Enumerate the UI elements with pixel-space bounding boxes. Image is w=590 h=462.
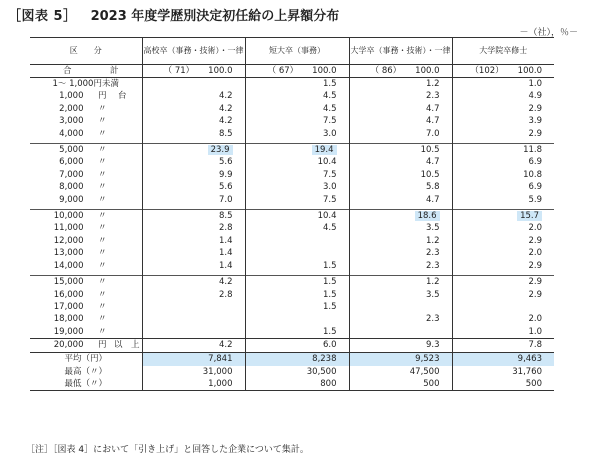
value-cell — [349, 181, 452, 193]
figure-number: ［図表 5］ — [8, 8, 77, 24]
row-label — [30, 326, 142, 339]
table-row — [30, 222, 554, 234]
row-label — [30, 301, 142, 313]
value: 4.7 — [425, 194, 440, 205]
value: 3.5 — [425, 223, 440, 234]
header-university: 大学卒（事務・技術）・一律 — [349, 38, 452, 65]
over-value: 4.2 — [142, 339, 245, 353]
value-cell — [349, 235, 452, 247]
value-cell — [142, 90, 245, 102]
range-amount: 10,000 — [53, 211, 84, 222]
value-cell — [452, 210, 554, 223]
value-cell — [245, 276, 349, 289]
row-label: 1～ 1,000円未満 — [52, 79, 119, 89]
value-cell — [142, 115, 245, 127]
over-row — [30, 339, 554, 353]
table-row — [30, 90, 554, 102]
value-cell — [452, 326, 554, 339]
value-cell — [349, 115, 452, 127]
range-amount: 1,000 — [59, 91, 84, 102]
total-label-b: 計 — [110, 66, 119, 76]
range-amount: 19,000 — [53, 326, 84, 337]
value: 8.5 — [218, 128, 233, 139]
value: 10.5 — [420, 145, 440, 156]
value-cell — [452, 128, 554, 140]
range-mark: 〃 — [98, 277, 107, 288]
total-cell — [452, 65, 554, 78]
value-cell — [142, 301, 245, 313]
value: 2.8 — [218, 289, 233, 300]
value: 4.7 — [425, 116, 440, 127]
value: 4.2 — [218, 116, 233, 127]
value-cell — [142, 247, 245, 259]
row-label — [30, 169, 142, 181]
value-cell — [245, 103, 349, 115]
range-amount: 12,000 — [53, 235, 84, 246]
value: 5.6 — [218, 157, 233, 168]
value-cell — [349, 222, 452, 234]
value-cell — [245, 235, 349, 247]
value: 4.7 — [425, 103, 440, 114]
range-mark: 〃 — [98, 235, 107, 246]
value: 2.9 — [528, 235, 542, 246]
value: 7.0 — [425, 128, 440, 139]
range-tail: 台 — [118, 91, 127, 102]
table-row — [30, 301, 554, 313]
value-cell — [349, 289, 452, 301]
value-cell — [349, 144, 452, 157]
range-mark: 〃 — [98, 301, 107, 312]
range-amount: 15,000 — [53, 277, 84, 288]
row-label — [30, 222, 142, 234]
row-label — [30, 289, 142, 301]
row-label — [30, 247, 142, 259]
value: 1.5 — [322, 301, 337, 312]
table-row — [30, 326, 554, 339]
range-amount: 11,000 — [53, 223, 84, 234]
value-cell — [142, 156, 245, 168]
value: 7.0 — [218, 194, 233, 205]
value-cell — [452, 90, 554, 102]
value: 4.5 — [322, 223, 337, 234]
value: 2.9 — [528, 260, 542, 271]
total-label — [30, 65, 142, 78]
value: 1.4 — [218, 260, 233, 271]
value: 4.2 — [218, 277, 233, 288]
header-row — [30, 38, 554, 65]
value-cell — [452, 115, 554, 127]
stat-value: 1,000 — [142, 378, 245, 391]
value: 3.0 — [322, 128, 337, 139]
table-row — [30, 247, 554, 259]
range-amount: 8,000 — [59, 182, 84, 193]
stat-label: 最高（〃） — [64, 366, 107, 377]
table-row — [30, 276, 554, 289]
value: 6.9 — [528, 157, 542, 168]
value: 4.2 — [218, 103, 233, 114]
value-cell — [452, 313, 554, 325]
value-cell — [142, 210, 245, 223]
stat-value: 9,463 — [452, 353, 554, 366]
over-value: 6.0 — [245, 339, 349, 353]
value-cell — [349, 326, 452, 339]
row-label — [30, 276, 142, 289]
row-label — [30, 128, 142, 140]
stat-row — [30, 353, 554, 366]
value-cell — [245, 144, 349, 157]
total-row — [30, 65, 554, 78]
total-cell — [142, 65, 245, 78]
value-cell — [349, 210, 452, 223]
row-label — [30, 313, 142, 325]
unit-label: －（社），％－ — [519, 28, 578, 38]
value: 2.3 — [425, 260, 440, 271]
value-cell — [452, 247, 554, 259]
range-mark: 〃 — [98, 260, 107, 271]
value: 1.5 — [322, 79, 337, 89]
value: 1.4 — [218, 235, 233, 246]
value-cell — [349, 313, 452, 325]
footnote: ［注］［図表 4］において「引き上げ」と回答した企業について集計。 — [26, 445, 309, 455]
value: 10.4 — [317, 211, 337, 222]
value: 3.9 — [528, 116, 542, 127]
value: 1.2 — [425, 79, 440, 89]
row-label — [30, 156, 142, 168]
value-cell — [349, 194, 452, 206]
total-value: 100.0 — [517, 66, 542, 76]
stat-value: 500 — [349, 378, 452, 391]
value: 7.5 — [322, 169, 337, 180]
range-mark: 〃 — [98, 157, 107, 168]
range-mark: 〃 — [98, 194, 107, 205]
value-cell — [452, 169, 554, 181]
row-label — [30, 210, 142, 223]
value: 2.9 — [528, 128, 542, 139]
range-amount: 6,000 — [59, 157, 84, 168]
value-cell — [245, 247, 349, 259]
value-cell — [349, 128, 452, 140]
table-row — [30, 128, 554, 140]
over-yen: 円 — [98, 340, 107, 351]
value-cell — [245, 115, 349, 127]
stat-value: 500 — [452, 378, 554, 391]
value: 1.0 — [528, 326, 542, 337]
value-cell — [245, 156, 349, 168]
stat-value: 47,500 — [349, 366, 452, 378]
value-cell — [245, 194, 349, 206]
table-row — [30, 194, 554, 206]
value: 5.9 — [528, 194, 542, 205]
value: 6.9 — [528, 182, 542, 193]
value-cell — [245, 313, 349, 325]
value-cell — [452, 156, 554, 168]
total-count: （ 86） — [370, 66, 402, 76]
value-cell — [245, 78, 349, 91]
total-count: （ 71） — [163, 66, 195, 76]
value-cell — [245, 210, 349, 223]
value-cell — [245, 169, 349, 181]
over-amount: 20,000 — [53, 340, 84, 351]
value-cell — [142, 128, 245, 140]
value: 5.6 — [218, 182, 233, 193]
value: 1.4 — [218, 248, 233, 259]
value: 1.5 — [322, 277, 337, 288]
value: 7.5 — [322, 194, 337, 205]
stat-value: 30,500 — [245, 366, 349, 378]
row-label — [30, 144, 142, 157]
value: 8.5 — [218, 211, 233, 222]
table-row — [30, 103, 554, 115]
stat-label: 平均（円） — [30, 353, 142, 366]
value: 7.5 — [322, 116, 337, 127]
value: 2.0 — [528, 223, 542, 234]
stat-row — [30, 378, 554, 391]
table-row — [30, 156, 554, 168]
row-label — [30, 181, 142, 193]
value: 2.3 — [425, 91, 440, 102]
value: 1.5 — [322, 260, 337, 271]
value: 18.6 — [415, 211, 440, 221]
value-cell — [142, 144, 245, 157]
value-cell — [349, 156, 452, 168]
header-category: 区 分 — [30, 38, 142, 65]
value: 1.2 — [425, 235, 440, 246]
total-cell — [349, 65, 452, 78]
range-mark: 〃 — [98, 211, 107, 222]
range-amount: 14,000 — [53, 260, 84, 271]
value: 2.9 — [528, 289, 542, 300]
value-cell — [245, 326, 349, 339]
value: 1.2 — [425, 277, 440, 288]
value: 10.8 — [523, 169, 542, 180]
range-amount: 2,000 — [59, 103, 84, 114]
value: 2.3 — [425, 248, 440, 259]
stat-value: 800 — [245, 378, 349, 391]
value-cell — [452, 144, 554, 157]
value-cell — [245, 222, 349, 234]
value: 9.9 — [218, 169, 233, 180]
total-count: （ 67） — [267, 66, 299, 76]
range-amount: 7,000 — [59, 169, 84, 180]
value: 10.5 — [420, 169, 440, 180]
total-value: 100.0 — [415, 66, 440, 76]
row-label — [30, 90, 142, 102]
range-amount: 13,000 — [53, 248, 84, 259]
value-cell — [142, 289, 245, 301]
value-cell — [245, 301, 349, 313]
value-cell — [142, 276, 245, 289]
table-row — [30, 169, 554, 181]
range-amount: 16,000 — [53, 289, 84, 300]
total-label-a: 合 — [62, 66, 72, 76]
value-cell — [349, 301, 452, 313]
value: 4.2 — [218, 91, 233, 102]
value: 2.3 — [425, 314, 440, 325]
over-above: 以 上 — [114, 340, 140, 351]
value-cell — [452, 276, 554, 289]
stat-value: 8,238 — [245, 353, 349, 366]
table-row — [30, 235, 554, 247]
range-mark: 〃 — [98, 248, 107, 259]
table-row — [30, 313, 554, 325]
stat-label: 最低（〃） — [30, 378, 142, 391]
range-amount: 17,000 — [53, 301, 84, 312]
value: 10.4 — [317, 157, 337, 168]
value: 1.5 — [322, 289, 337, 300]
range-mark: 〃 — [98, 169, 107, 180]
range-mark: 〃 — [98, 128, 107, 139]
figure-caption: 2023 年度学歴別決定初任給の上昇額分布 — [90, 8, 340, 24]
value: 23.9 — [208, 145, 233, 155]
stat-value: 7,841 — [142, 353, 245, 366]
value-cell — [452, 260, 554, 272]
range-mark: 〃 — [98, 116, 107, 127]
range-amount: 3,000 — [59, 116, 84, 127]
value: 3.5 — [425, 289, 440, 300]
value-cell — [245, 128, 349, 140]
range-mark: 〃 — [98, 326, 107, 337]
range-mark: 〃 — [98, 314, 107, 325]
value-cell — [142, 181, 245, 193]
value-cell — [452, 103, 554, 115]
table-row — [30, 260, 554, 272]
header-high-school: 高校卒（事務・技術）・一律 — [142, 38, 245, 65]
header-graduate-masters: 大学院卒修士 — [452, 38, 554, 65]
row-label — [30, 103, 142, 115]
value-cell — [349, 78, 452, 91]
stat-value: 31,760 — [452, 366, 554, 378]
value-cell — [142, 326, 245, 339]
range-mark: 〃 — [98, 145, 107, 156]
value-cell — [452, 235, 554, 247]
value: 1.0 — [528, 79, 542, 89]
row-label — [30, 115, 142, 127]
value-cell — [142, 235, 245, 247]
value: 4.7 — [425, 157, 440, 168]
range-amount: 9,000 — [59, 194, 84, 205]
total-cell — [245, 65, 349, 78]
value-cell — [452, 289, 554, 301]
range-amount: 18,000 — [53, 314, 84, 325]
range-amount: 5,000 — [59, 145, 84, 156]
value-cell — [245, 90, 349, 102]
value-cell — [349, 169, 452, 181]
table-row — [30, 289, 554, 301]
range-mark: 円 — [98, 91, 107, 102]
total-value: 100.0 — [208, 66, 233, 76]
value: 2.9 — [528, 103, 542, 114]
value-cell — [452, 194, 554, 206]
range-amount: 4,000 — [59, 128, 84, 139]
value-cell — [245, 260, 349, 272]
value: 15.7 — [517, 211, 542, 221]
value-cell — [245, 181, 349, 193]
value-cell — [349, 276, 452, 289]
value: 4.5 — [322, 103, 337, 114]
value-cell — [142, 313, 245, 325]
figure-title — [8, 4, 339, 24]
table-row — [30, 144, 554, 157]
row-label — [30, 194, 142, 206]
table-row — [30, 210, 554, 223]
value-cell — [142, 78, 245, 91]
value-cell — [349, 260, 452, 272]
value: 2.0 — [528, 314, 542, 325]
value-cell — [142, 169, 245, 181]
range-mark: 〃 — [98, 103, 107, 114]
stat-value: 9,523 — [349, 353, 452, 366]
table-row — [30, 181, 554, 193]
value: 2.9 — [528, 277, 542, 288]
value: 4.9 — [528, 91, 542, 102]
range-mark: 〃 — [98, 289, 107, 300]
over-label — [30, 339, 142, 353]
total-count: （102） — [470, 66, 504, 76]
value-cell — [452, 222, 554, 234]
value: 2.8 — [218, 223, 233, 234]
value-cell — [142, 222, 245, 234]
value-cell — [142, 260, 245, 272]
value: 2.0 — [528, 248, 542, 259]
row-label — [30, 235, 142, 247]
over-value: 9.3 — [349, 339, 452, 353]
row-label — [30, 260, 142, 272]
value-cell — [452, 181, 554, 193]
value: 11.8 — [523, 145, 542, 156]
value: 4.5 — [322, 91, 337, 102]
over-value: 7.8 — [452, 339, 554, 353]
value-cell — [349, 90, 452, 102]
distribution-table — [30, 37, 554, 391]
value-cell — [452, 301, 554, 313]
table-row — [30, 115, 554, 127]
table-row — [30, 78, 554, 91]
value-cell — [245, 289, 349, 301]
total-value: 100.0 — [312, 66, 337, 76]
value: 19.4 — [312, 145, 337, 155]
value-cell — [452, 78, 554, 91]
value: 1.5 — [322, 326, 337, 337]
value-cell — [142, 194, 245, 206]
range-mark: 〃 — [98, 182, 107, 193]
stat-row — [30, 366, 554, 378]
range-mark: 〃 — [98, 223, 107, 234]
header-junior-college: 短大卒（事務） — [245, 38, 349, 65]
value: 5.8 — [425, 182, 440, 193]
stat-value: 31,000 — [142, 366, 245, 378]
value-cell — [349, 247, 452, 259]
value-cell — [142, 103, 245, 115]
value: 3.0 — [322, 182, 337, 193]
table-body — [30, 65, 554, 391]
value-cell — [349, 103, 452, 115]
